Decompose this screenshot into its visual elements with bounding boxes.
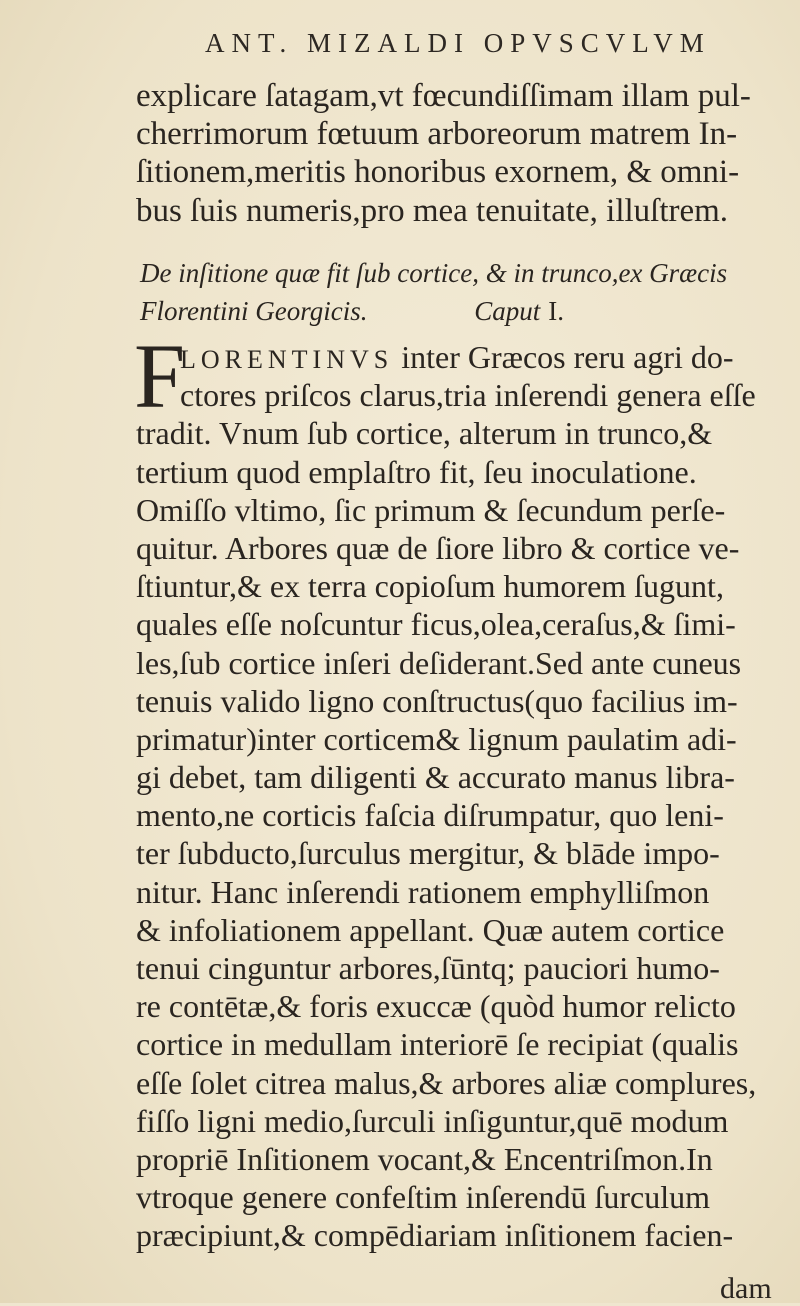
text-line: eſſe ſolet citrea malus,& arbores aliæ complures,: [136, 1064, 757, 1101]
text-line: cortice in medullam interiorē ſe recipiat (qualis: [136, 1026, 739, 1063]
chapter-number: I.: [548, 296, 564, 326]
text-line: tradit. Vnum ſub cortice, alterum in trunco,&: [136, 415, 713, 452]
main-paragraph: [136, 338, 786, 1255]
text-line: mento,ne corticis faſcia diſrumpatur, quo leni-: [136, 797, 724, 834]
first-line-rest: inter Græcos reru agri do-: [393, 339, 734, 375]
text-line: explicare ſatagam,vt fœcundiſſimam illam pul-: [136, 78, 751, 114]
text-line: primatur)inter corticem& lignum paulatim adi-: [136, 720, 737, 757]
text-line: bus ſuis numeris,pro mea tenuitate, illuſtrem.: [136, 192, 729, 229]
text-line: ſtiuntur,& ex terra copioſum humorem ſugunt,: [136, 568, 724, 605]
text-line: tenuis valido ligno conſtructus(quo facilius im-: [136, 682, 738, 719]
catchword: dam: [720, 1272, 772, 1305]
first-text-line: [136, 338, 786, 376]
heading-line-2: [140, 292, 780, 330]
chapter-heading: [140, 254, 780, 330]
text-line: quitur. Arbores quæ de ſiore libro & cortice ve-: [136, 529, 740, 566]
text-line: ter ſubducto,ſurculus mergitur, & blāde impo-: [136, 835, 720, 872]
text-line: tertium quod emplaſtro fit, ſeu inoculatione.: [136, 453, 697, 490]
text-line: propriē Inſitionem vocant,& Encentriſmon.In: [136, 1140, 713, 1177]
text-line: fiſſo ligni medio,ſurculi inſiguntur,quē modum: [136, 1102, 729, 1139]
text-line: cherrimorum fœtuum arboreorum matrem In-: [136, 116, 738, 153]
chapter-label: [474, 296, 564, 326]
text-line: vtroque genere confeſtim inſerendū ſurculum: [136, 1179, 711, 1216]
text-line: tenui cinguntur arbores,ſūntq; pauciori humo-: [136, 950, 720, 986]
text-line: les,ſub cortice inſeri deſiderant.Sed ante cuneus: [136, 644, 742, 681]
text-line: gi debet, tam diligenti & accurato manus libra-: [136, 759, 735, 796]
heading-line: De inſitione quæ fit ſub cortice, & in trunco,ex Græcis: [140, 258, 728, 288]
running-head: ANT. MIZALDI OPVSCVLVM: [205, 28, 711, 58]
text-line: quales eſſe noſcuntur ficus,olea,ceraſus,& ſimi-: [136, 606, 736, 643]
text-line: Omiſſo vltimo, ſic primum & ſecundum perſe-: [136, 491, 726, 528]
intro-paragraph: [136, 77, 776, 230]
text-line: præcipiunt,& compēdiariam inſitionem facien-: [136, 1217, 734, 1254]
text-line: ctores priſcos clarus,tria inſerendi genera eſſe: [180, 377, 756, 414]
heading-line-text: Florentini Georgicis.: [140, 296, 368, 326]
chapter-label-text: Caput: [474, 296, 541, 326]
lead-small-caps: LORENTINVS: [180, 345, 394, 374]
text-line: re contētæ,& foris exuccæ (quòd humor relicto: [136, 988, 736, 1025]
drop-cap-initial: F: [134, 325, 186, 427]
text-line: ſitionem,meritis honoribus exornem, & omni-: [136, 154, 740, 191]
text-line: nitur. Hanc inſerendi rationem emphylliſmon: [136, 873, 710, 910]
text-line: & infoliationem appellant. Quæ autem cortice: [136, 911, 725, 948]
